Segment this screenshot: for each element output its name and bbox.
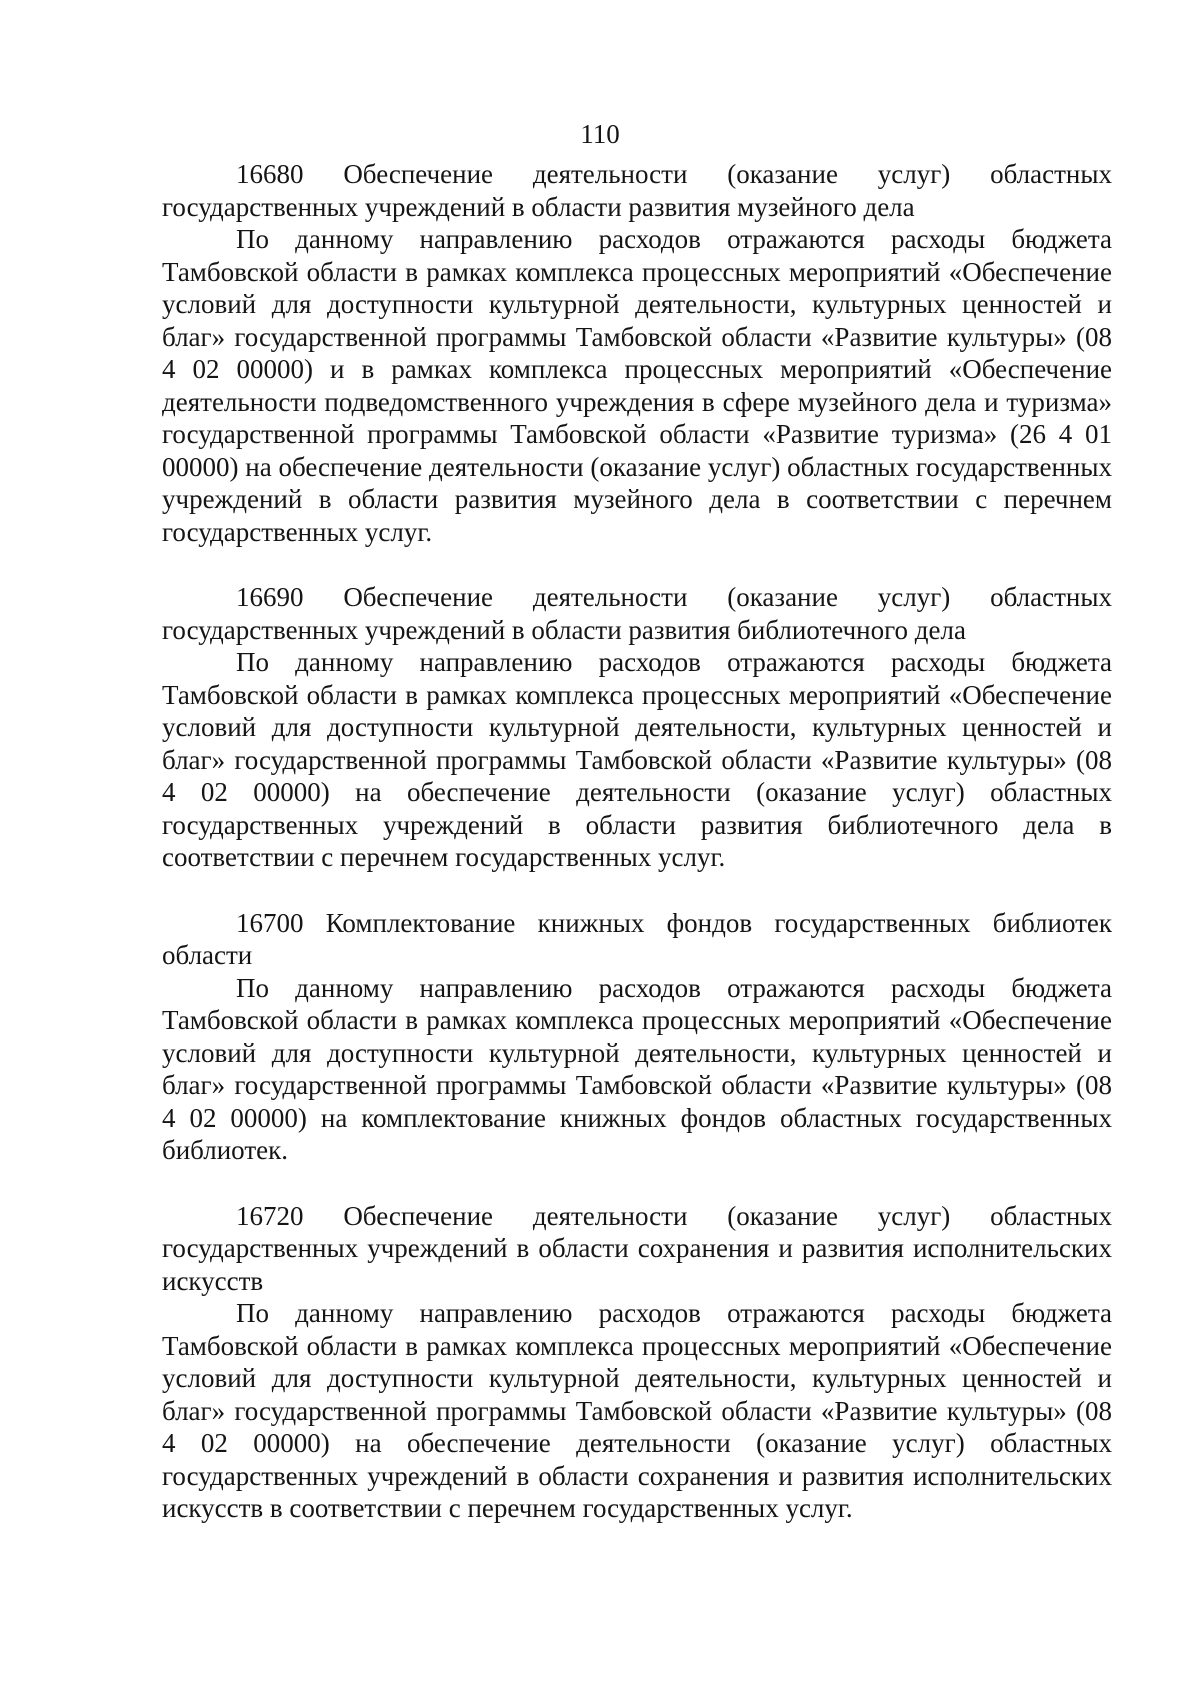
section-16720 — [162, 1200, 1112, 1525]
section-16690 — [162, 581, 1112, 874]
section-heading: 16700 Комплектование книжных фондов государственных библиотек области — [162, 907, 1112, 970]
section-heading: 16680 Обеспечение деятельности (оказание услуг) областных государственных учреждений в области развития музейного дела — [162, 159, 1112, 222]
section-16700 — [162, 907, 1112, 1167]
section-heading: 16720 Обеспечение деятельности (оказание услуг) областных государственных учреждений в области сохранения и развития исполнительских искусств — [162, 1200, 1112, 1296]
section-paragraph: По данному направлению расходов отражаются расходы бюджета Тамбовской области в рамках комплекса процессных мероприятий «Обеспечение условий для доступности культурной деятельности, культурных ценностей и благ» государственной программы Тамбовской области «Развитие культуры» (08 4 02 00000) и в рамках комплекса процессных мероприятий «Обеспечение деятельности подведомственного учреждения в сфере музейного дела и туризма» государственной программы Тамбовской области «Развитие туризма» (26 4 01 00000) на обеспечение деятельности (оказание услуг) областных государственных учреждений в области развития музейного дела в соответствии с перечнем государственных услуг. — [162, 224, 1112, 547]
section-heading: 16690 Обеспечение деятельности (оказание услуг) областных государственных учреждений в области развития библиотечного дела — [162, 582, 1112, 645]
document-body — [162, 158, 1112, 1558]
section-16680 — [162, 158, 1112, 548]
section-paragraph: По данному направлению расходов отражаются расходы бюджета Тамбовской области в рамках комплекса процессных мероприятий «Обеспечение условий для доступности культурной деятельности, культурных ценностей и благ» государственной программы Тамбовской области «Развитие культуры» (08 4 02 00000) на обеспечение деятельности (оказание услуг) областных государственных учреждений в области развития библиотечного дела в соответствии с перечнем государственных услуг. — [162, 647, 1112, 872]
section-paragraph: По данному направлению расходов отражаются расходы бюджета Тамбовской области в рамках комплекса процессных мероприятий «Обеспечение условий для доступности культурной деятельности, культурных ценностей и благ» государственной программы Тамбовской области «Развитие культуры» (08 4 02 00000) на комплектование книжных фондов областных государственных библиотек. — [162, 972, 1112, 1165]
page-number: 110 — [580, 119, 620, 149]
section-paragraph: По данному направлению расходов отражаются расходы бюджета Тамбовской области в рамках комплекса процессных мероприятий «Обеспечение условий для доступности культурной деятельности, культурных ценностей и благ» государственной программы Тамбовской области «Развитие культуры» (08 4 02 00000) на обеспечение деятельности (оказание услуг) областных государственных учреждений в области сохранения и развития исполнительских искусств в соответствии с перечнем государственных услуг. — [162, 1298, 1112, 1523]
